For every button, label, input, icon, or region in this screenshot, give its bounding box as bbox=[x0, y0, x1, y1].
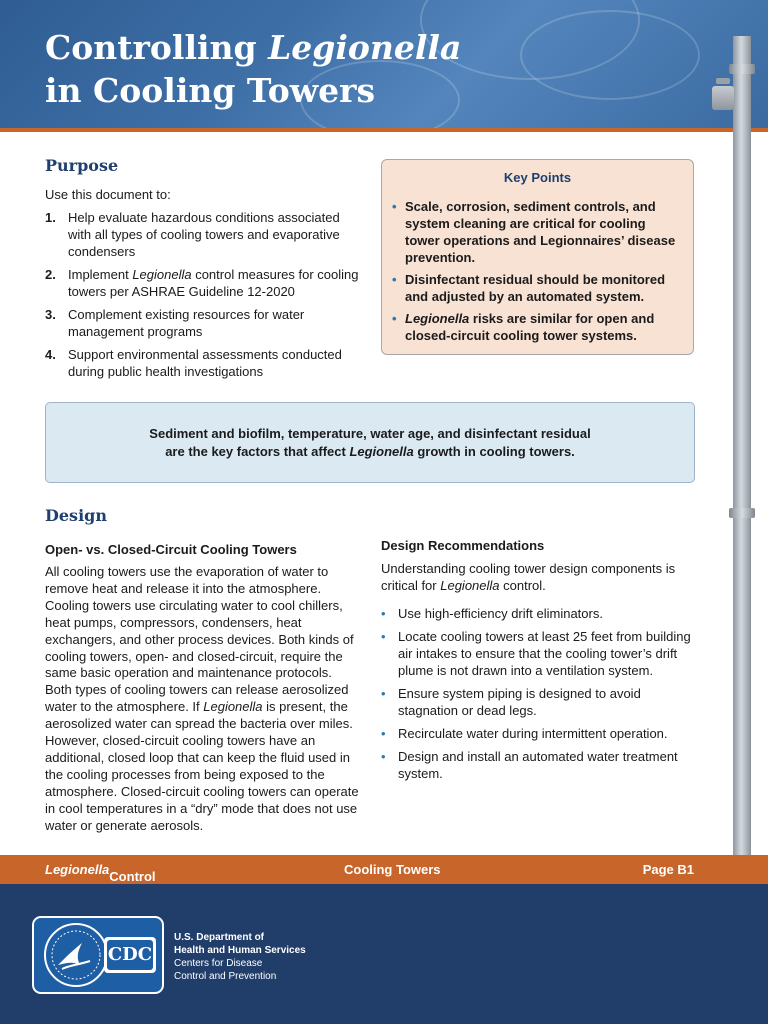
list-item: • Legionella risks are similar for open and closed-circuit cooling tower systems. bbox=[392, 311, 655, 343]
pipe-joint bbox=[729, 508, 755, 518]
bullet-icon: • bbox=[381, 606, 386, 621]
key-factors-callout bbox=[45, 402, 695, 483]
key-points-box bbox=[381, 159, 694, 355]
agency-name: U.S. Department of Health and Human Services Centers for Disease Control and Prevention bbox=[174, 932, 306, 982]
list-item: 3. Complement existing resources for water management programs bbox=[45, 307, 305, 339]
list-item: • Locate cooling towers at least 25 feet from building air intakes to ensure that the cooling tower’s drift plume is not drawn into a ventilation system. bbox=[381, 629, 691, 678]
bullet-icon: • bbox=[392, 311, 397, 326]
key-points-title: Key Points bbox=[503, 170, 572, 185]
design-heading: Design bbox=[45, 506, 107, 525]
bullet-icon: • bbox=[381, 629, 386, 644]
header-divider bbox=[0, 128, 768, 132]
purpose-list bbox=[45, 209, 365, 386]
list-item: • Ensure system piping is designed to avoid stagnation or dead legs. bbox=[381, 686, 641, 718]
list-item: • Use high-efficiency drift eliminators. bbox=[381, 606, 603, 621]
design-recommendations-intro: Understanding cooling tower design components is critical for Legionella control. bbox=[381, 561, 676, 593]
design-recommendations-heading: Design Recommendations bbox=[381, 538, 545, 553]
list-item: • Design and install an automated water treatment system. bbox=[381, 749, 678, 781]
water-ripple bbox=[520, 10, 700, 100]
purpose-intro: Use this document to: bbox=[45, 187, 171, 202]
list-item: 4. Support environmental assessments conducted during public health investigations bbox=[45, 347, 342, 379]
open-vs-closed-body: All cooling towers use the evaporation of water to remove heat and release it into the atmosphere. Cooling towers use circulating water to cool chillers, heat pumps, compressors, condensers, heat exchangers, and other process devices. Both kinds of cooling towers, open- and closed-circuit, require the same basic operation and maintenance protocols. Both types of cooling towers can release aerosolized water to the atmosphere. If Legionella is present, the aerosolized water can spread the bacteria over miles. However, closed-circuit cooling towers have an additional, closed loop that can keep the fluid used in the cooling processes from being exposed to the atmosphere. Closed-circuit cooling towers can operate in cool temperatures in a “dry” mode that does not use water or generate aerosols. bbox=[45, 564, 359, 833]
toolkit-label: Legionella Control bbox=[45, 862, 156, 884]
list-item: • Disinfectant residual should be monitored and adjusted by an automated system. bbox=[392, 272, 666, 304]
cdc-logo-text: CDC bbox=[107, 944, 153, 965]
valve-handle-icon bbox=[716, 78, 730, 84]
list-item: • Scale, corrosion, sediment controls, and system cleaning are critical for cooling tower operations and Legionnaires’ disease prevention. bbox=[392, 199, 676, 265]
list-item: • Recirculate water during intermittent operation. bbox=[381, 726, 668, 741]
list-item: 2. Implement Legionella control measures for cooling towers per ASHRAE Guideline 12-2020 bbox=[45, 267, 359, 299]
purpose-heading: Purpose bbox=[45, 156, 119, 175]
bullet-icon: • bbox=[381, 726, 386, 741]
valve-icon bbox=[712, 86, 734, 110]
list-item: 1. Help evaluate hazardous conditions associated with all types of cooling towers and evaporative condensers bbox=[45, 210, 340, 259]
open-vs-closed-heading: Open- vs. Closed-Circuit Cooling Towers bbox=[45, 542, 297, 557]
bullet-icon: • bbox=[381, 749, 386, 764]
pipe-joint bbox=[729, 64, 755, 74]
bullet-icon: • bbox=[392, 199, 397, 214]
page-header bbox=[0, 0, 768, 128]
page-number: Page B1 bbox=[642, 862, 694, 877]
footer-bar bbox=[0, 855, 768, 884]
key-points-list bbox=[392, 198, 682, 349]
section-label: Cooling Towers bbox=[344, 862, 441, 877]
design-recommendations-list bbox=[381, 605, 701, 788]
bullet-icon: • bbox=[381, 686, 386, 701]
page-title: Controlling Legionella in Cooling Towers bbox=[45, 28, 462, 110]
hhs-seal-icon bbox=[42, 921, 110, 989]
bullet-icon: • bbox=[392, 272, 397, 287]
callout-text: Sediment and biofilm, temperature, water age, and disinfectant residual are the key factors that affect Legionella growth in cooling towers. bbox=[149, 426, 591, 459]
